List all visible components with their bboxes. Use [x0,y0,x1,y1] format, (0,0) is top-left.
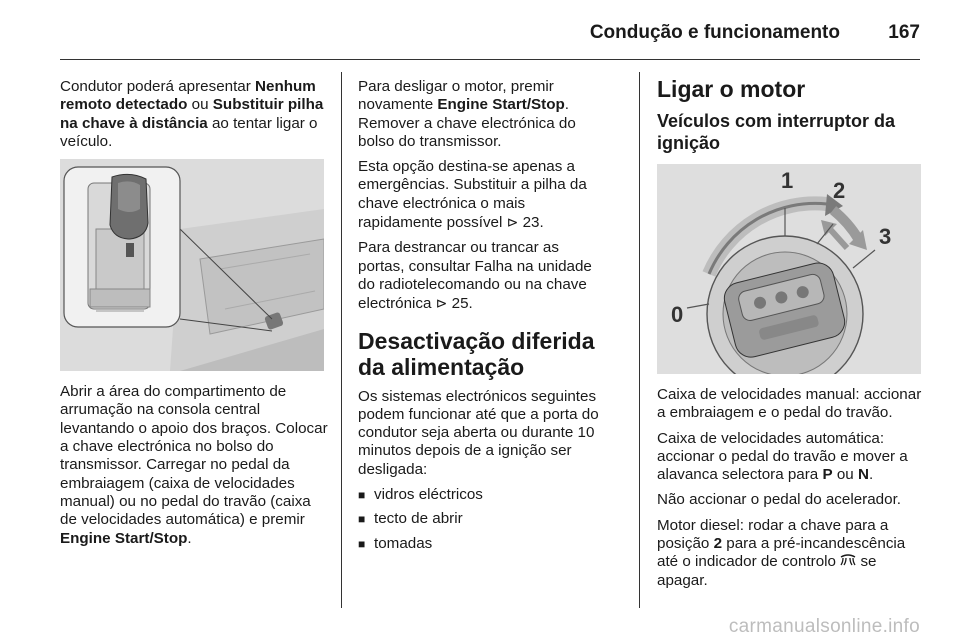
paragraph-emergency: Esta opção destina-se apenas a emergências. Substituir a pilha da chave electrónica o mais rapidamente possível ⊳ 23. [358,158,587,232]
paragraph-start-instructions: Abrir a área do compartimento de arrumação na consola central levantando o apoio dos braços. Colocar a chave electrónica no bolso do transmissor. Carregar no pedal da embraiagem (caixa de velocidades manual) ou no pedal do travão (caixa de velocidades automática) e premir Engine Start/Stop. [60,383,328,547]
header-title: Condução e funcionamento [589,22,840,43]
list-item: ■ vidros eléctricos [358,486,483,504]
page-header [0,0,960,62]
paragraph-lock-unlock: Para destrancar ou trancar as portas, consultar Falha na unidade do radiotelecomando ou na chave electrónica ⊳ 25. [358,239,592,313]
page-reference[interactable]: 25 [451,295,469,313]
column-1 [60,78,328,555]
column-2 [358,78,603,559]
bullet-icon: ■ [358,512,366,527]
paragraph-delayed-power-off: Os sistemas electrónicos seguintes podem funcionar até que a porta do condutor seja aberta ou durante 10 minutos depois de a ignição ser desligada: [358,387,599,478]
paragraph-stop-engine: Para desligar o motor, premir novamente Engine Start/Stop. Remover a chave electrónica do bolso do transmissor. [358,78,576,150]
position-label-3: 3 [879,224,892,249]
ref-arrow-icon: ⊳ [435,295,448,312]
engine-start-stop-label: Engine Start/Stop [437,96,565,114]
paragraph-diesel: Motor diesel: rodar a chave para a posição 2 para a pré-incandescência até o indicador de controlo se apagar. [657,516,906,589]
message-replace-battery: Substituir pilha na chave à distância [60,96,324,132]
position-label-2: 2 [833,178,846,203]
figure-ignition-positions [657,164,921,374]
section-heading-delayed-power-off: Desactivação diferida da alimentação [358,327,595,380]
paragraph-manual-gearbox: Caixa de velocidades manual: accionar a embraiagem e o pedal do travão. [657,386,922,422]
position-label-0: 0 [671,302,684,327]
list-item: ■ tomadas [358,534,433,552]
gear-n-label: N [857,466,869,484]
systems-list [358,486,603,553]
column-divider-2 [639,72,640,608]
page-reference[interactable]: 23 [522,214,540,232]
message-no-remote: Nenhum remoto detectado [60,78,316,114]
list-item: ■ tecto de abrir [358,510,463,528]
gear-p-label: P [822,466,833,484]
glow-plug-icon [840,553,856,570]
transmitter-pocket-illustration [60,159,324,371]
ref-arrow-icon: ⊳ [506,214,519,231]
paragraph-accelerator: Não accionar o pedal do acelerador. [657,491,902,509]
ignition-switch-illustration [657,164,921,374]
header-rule [60,59,920,60]
engine-start-stop-label: Engine Start/Stop [60,529,188,547]
position-label-1: 1 [781,168,794,193]
section-heading-start-engine: Ligar o motor [657,76,806,102]
column-divider-1 [341,72,342,608]
figure-transmitter-pocket [60,159,324,371]
paragraph-warning-message: Condutor poderá apresentar Nenhum remoto detectado ou Substituir pilha na chave à distância ao tentar ligar o veículo. [60,78,324,150]
paragraph-automatic-gearbox: Caixa de velocidades automática: accionar o pedal do travão e mover a alavanca selectora para P ou N. [657,429,908,484]
watermark: carmanualsonline.info [728,616,920,637]
subheading-ignition-switch: Veículos com interruptor da ignição [657,111,896,153]
bullet-icon: ■ [358,536,366,551]
column-3 [657,76,925,597]
position-2-label: 2 [713,535,723,553]
bullet-icon: ■ [358,488,366,503]
page-number: 167 [888,22,920,43]
